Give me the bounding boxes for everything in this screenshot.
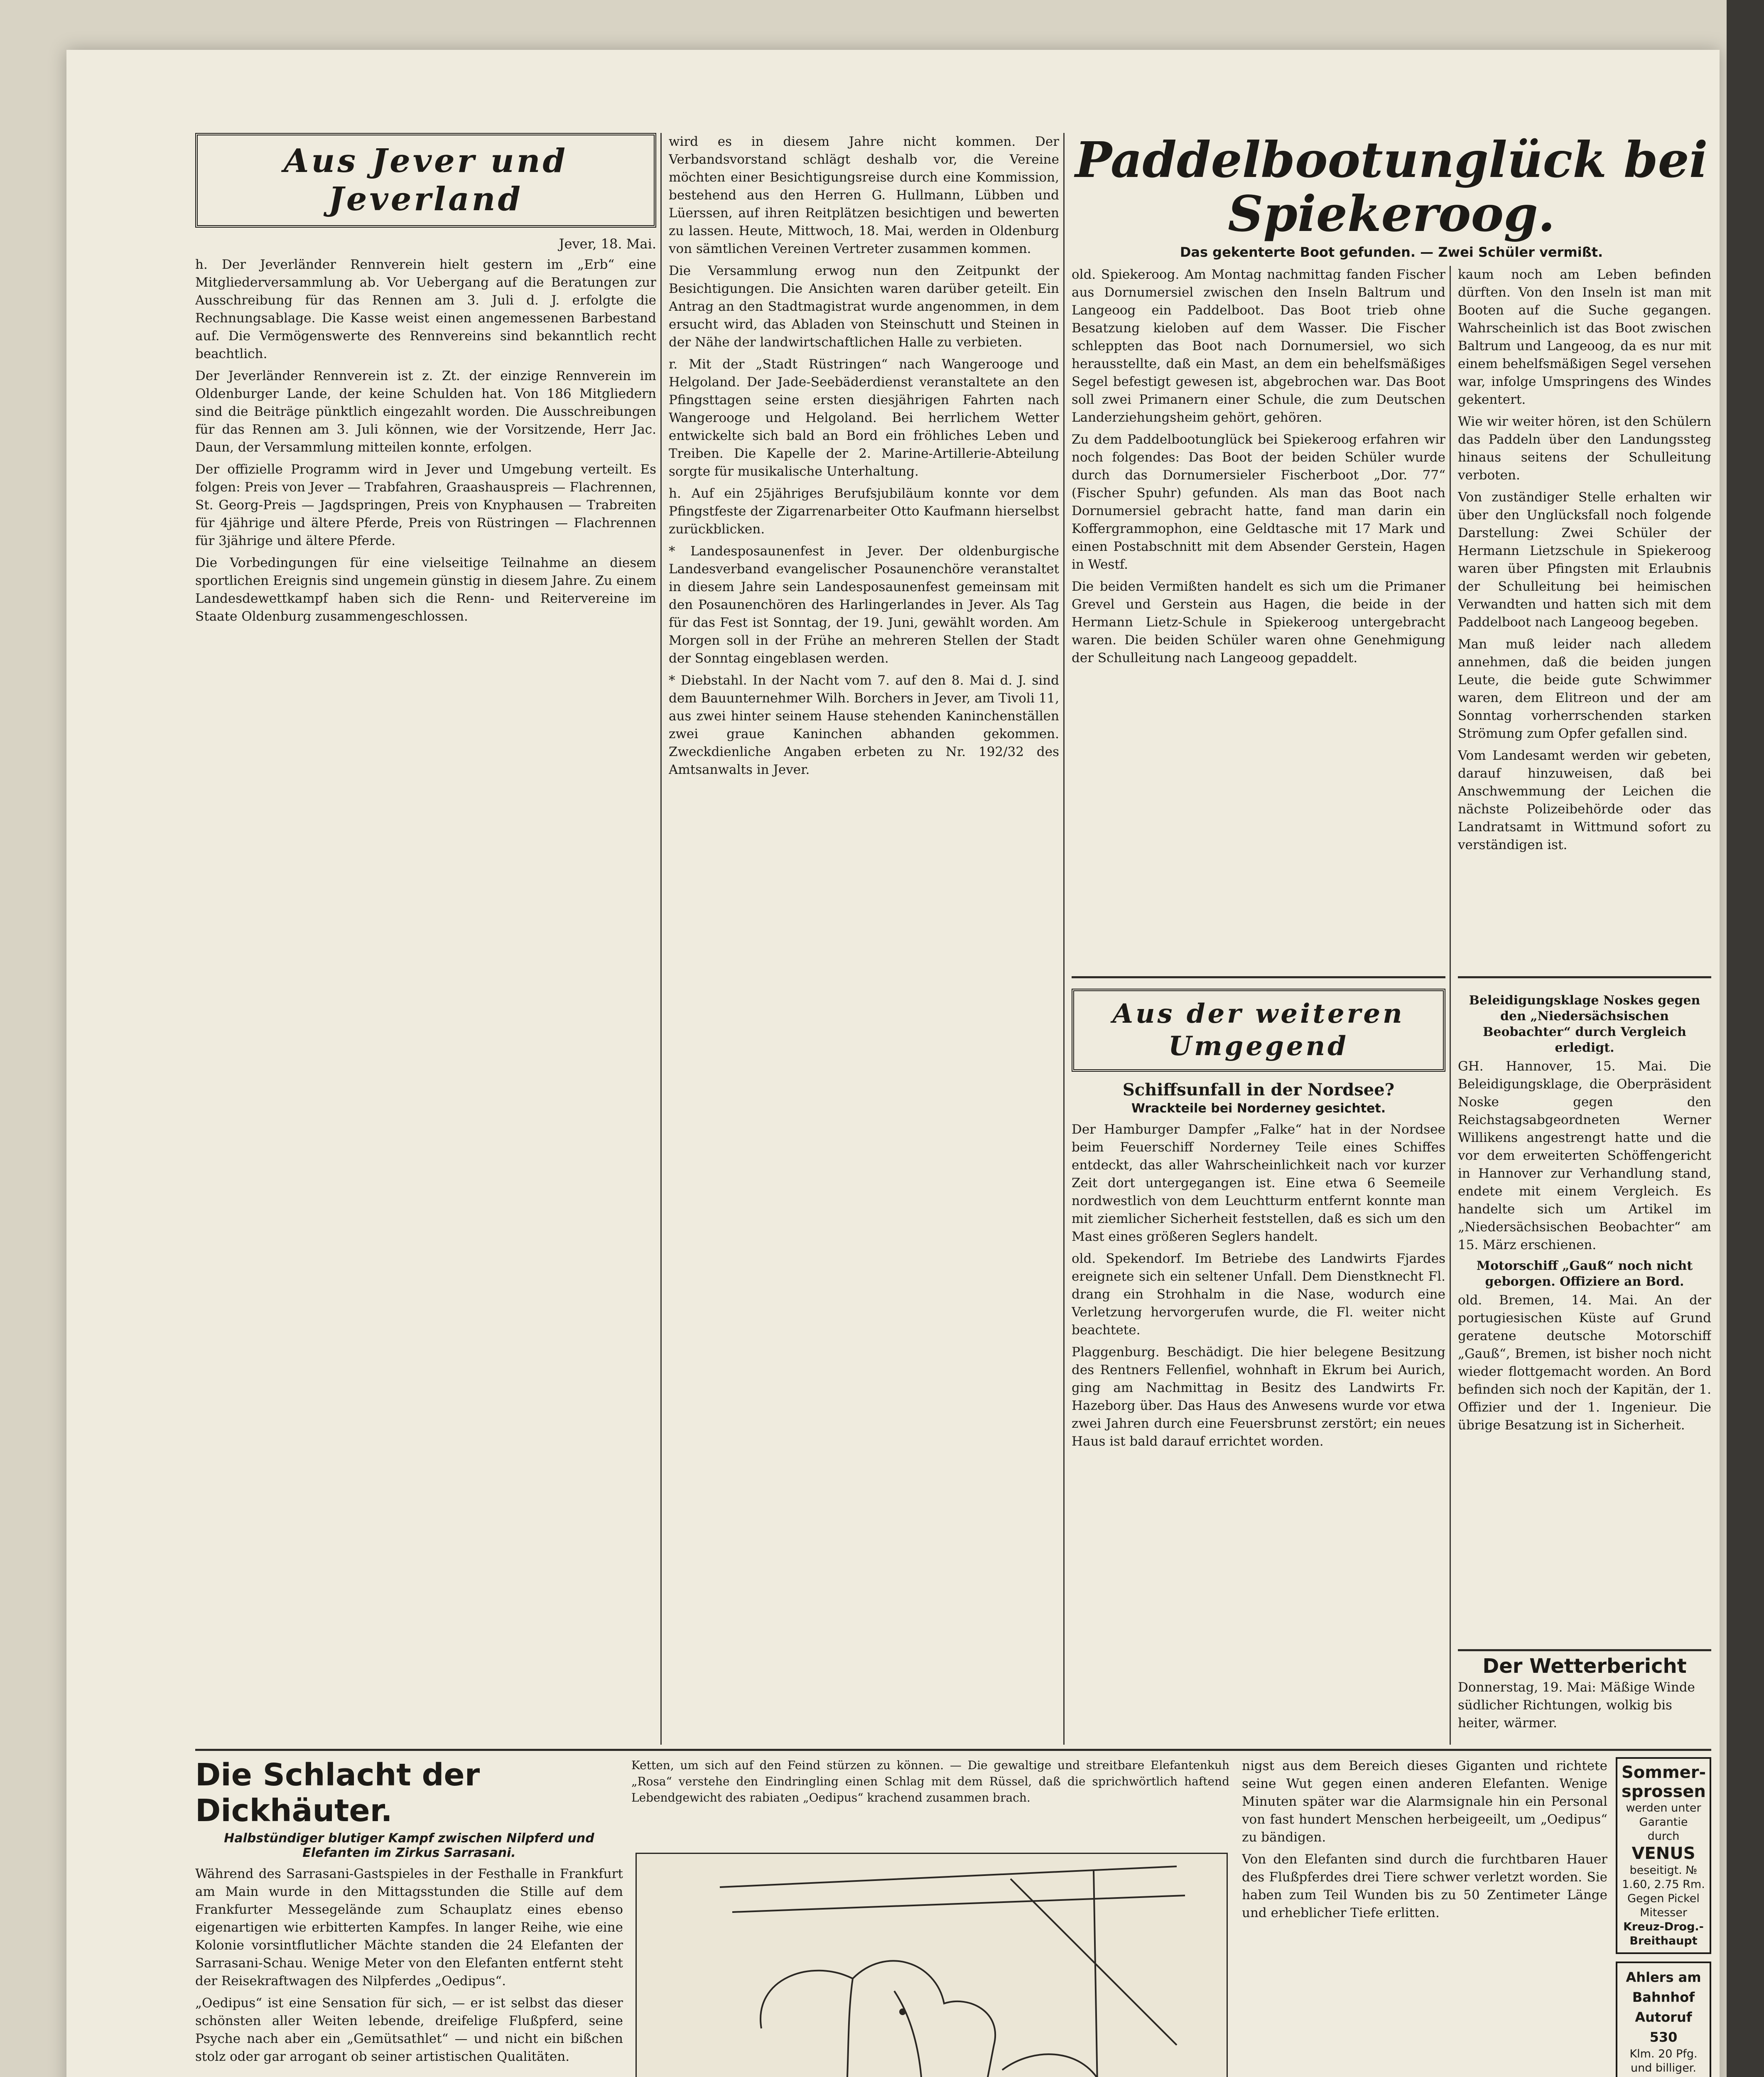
weather-box — [1458, 1657, 1711, 1745]
page-edge — [1727, 0, 1764, 2077]
spiekeroog-column-1 — [1072, 266, 1445, 972]
ad-sommersprossen — [1616, 1757, 1711, 1954]
elephant-illustration — [635, 1853, 1228, 2077]
jever2-sec-3: * Landesposaunenfest in Jever. Der oldenburgische Landesverband evangelischer Posaunenchöre veranstaltet in diesem Jahre sein Landesposaunenfest gemeinsam mit den Posaunenchören des Harlingerlandes in Jever. Als Tag für das Fest ist Sonntag, der 19. Juni, gewählt worden. Am Morgen soll in der Frühe an mehreren Stellen der Stadt der Sonntag eingeblasen werden. — [669, 544, 1059, 666]
weather-heading: Der Wetterbericht — [1482, 1657, 1687, 1678]
jever2-para-1: wird es in diesem Jahre nicht kommen. Der Verbandsvorstand schlägt deshalb vor, die Vereine möchten einer Besichtigungsreise durch eine Kommission, bestehend aus den Herren G. Hullmann, Lübben und Lüerssen, auf ihren Reitplätzen besichtigen und bewerten zu lassen. Heute, Mittwoch, 18. Mai, werden in Oldenburg von sämtlichen Vereinen Vertreter zusammen kommen. — [669, 134, 1059, 256]
section-rule — [1458, 1649, 1711, 1651]
elephant-column-3 — [1242, 1757, 1607, 2077]
elephant-para-4: nigst aus dem Bereich dieses Giganten und richtete seine Wut gegen einen anderen Elefanten. Wenige Minuten später war die Alarmsignale hin ein Personal von fast hundert Menschen herbeigeeilt, um „Oedipus“ zu bändigen. — [1242, 1758, 1607, 1845]
ad1-title: Sommer-sprossen — [1622, 1763, 1706, 1801]
spiekeroog-subtitle: Das gekenterte Boot gefunden. — Zwei Schüler vermißt. — [1180, 244, 1603, 260]
jever2-sec-2: h. Auf ein 25jähriges Berufsjubiläum konnte vor dem Pfingstfeste der Zigarrenarbeiter Otto Kaufmann hierselbst zurückblicken. — [669, 486, 1059, 537]
elephant-para-5: Von den Elefanten sind durch die furchtbaren Hauer des Flußpferdes drei Tiere schwer verletzt worden. Sie haben zum Teil Wunden bis zu 50 Zentimeter Länge und erheblicher Tiefe erlitten. — [1242, 1852, 1607, 1920]
noske-column — [1458, 989, 1711, 1645]
jever-para-3: Der offizielle Programm wird in Jever und Umgebung verteilt. Es folgen: Preis von Jever — Trabfahren, Graashauspreis — Flachrennen, St. Georg-Preis — Jagdspringen, Preis von Knyphausen — Trabreiten für 4jährige und ältere Pferde, Preis von Rüstringen — Flachrennen für 3jährige und ältere Pferde. — [195, 462, 656, 548]
ad1-line1: werden unter Garantie durch — [1626, 1802, 1701, 1843]
elephant-column-1 — [195, 1757, 623, 2077]
elephant-drawing-icon — [637, 1854, 1227, 2077]
ad1-shop: Kreuz-Drog.-Breithaupt — [1623, 1920, 1704, 1947]
column-rule — [1450, 266, 1451, 1745]
section-rule — [1458, 976, 1711, 978]
jever2-para-2: Die Versammlung erwog nun den Zeitpunkt der Besichtigungen. Die Ansichten waren darüber geteilt. Ein Antrag an den Stadtmagistrat wurde angenommen, in dem ersucht wird, das Abladen von Steinschutt und Steinen in der Nähe der landwirtschaftlichen Halle zu verbieten. — [669, 263, 1059, 350]
newspaper-page — [66, 50, 1720, 2077]
umgegend-heading: Aus der weiteren Umgegend — [1072, 989, 1445, 1072]
jever-dateline: Jever, 18. Mai. — [559, 236, 656, 252]
spiekeroog2-para-2: Wie wir weiter hören, ist den Schülern das Paddeln über den Landungssteg hinaus seitens der Schulleitung verboten. — [1458, 414, 1711, 483]
spiekeroog-para-3: Die beiden Vermißten handelt es sich um die Primaner Grevel und Gerstein aus Hagen, die beide in der Hermann Lietz-Schule in Spiekeroog untergebracht waren. Die beiden Schüler waren ohne Genehmigung der Schulleitung nach Langeoog gepaddelt. — [1072, 579, 1445, 665]
ad1-line2: beseitigt. № 1.60, 2.75 Rm. Gegen Pickel Mitesser — [1622, 1864, 1705, 1919]
spiekeroog-para-2: Zu dem Paddelbootunglück bei Spiekeroog erfahren wir noch folgendes: Das Boot der beiden Schüler wurde durch das Dornumersieler Fischerboot „Dor. 77“ (Fischer Spuhr) gefunden. Als man das Boot nach Dornumersiel gebracht hatte, fand man darin ein Koffergrammophon, eine Geldtasche mit 17 Mark und einen Postabschnitt mit dem Absender Gerstein, Hagen in Westf. — [1072, 432, 1445, 572]
ads-column — [1616, 1757, 1711, 2077]
umgegend-subhead-2: Wrackteile bei Norderney gesichtet. — [1131, 1101, 1386, 1116]
weather-text: Donnerstag, 19. Mai: Mäßige Winde südlicher Richtungen, wolkig bis heiter, wärmer. — [1458, 1680, 1695, 1731]
elephant-para-2: „Oedipus“ ist eine Sensation für sich, — er ist selbst das dieser schönsten aller Weiten lebende, dreifelige Flußpferd, seine Psyche nach aber ein „Gemütsathlet“ — und nicht ein bißchen stolz oder gar arrogant ob seiner artistischen Qualitäten. — [195, 1996, 623, 2064]
jever-column-2 — [669, 133, 1059, 1745]
elephant-para-1: Während des Sarrasani-Gastspieles in der Festhalle in Frankfurt am Main wurde in den Mittagsstunden die Stille auf dem Frankfurter Messegelände zum Schauplatz eines ebenso eigenartigen wie erbitterten Kampfes. In langer Reihe, wie eine Kolonie vorsintflutlicher Mächte standen die 24 Elefanten der Sarrasani-Schau. Wenige Meter von den Elefanten entfernt steht der Reisekraftwagen des Nilpferdes „Oedipus“. — [195, 1866, 623, 1989]
spiekeroog-para-1: old. Spiekeroog. Am Montag nachmittag fanden Fischer aus Dornumersiel zwischen den Inseln Baltrum und Langeoog ein Paddelboot. Das Boot trieb ohne Besatzung kieloben auf dem Wasser. Die Fischer schleppten das Boot nach Dornumersiel, wo sich herausstellte, daß ein Mast, an dem ein behelfsmäßiges Segel befestigt gewesen ist, abgebrochen war. Das Boot soll zwei Primanern einer Schule, die zum Deutschen Landerziehungsheim gehört, gehören. — [1072, 267, 1445, 425]
page-divider — [195, 1749, 1711, 1751]
spiekeroog-column-2 — [1458, 266, 1711, 972]
spiekeroog-header — [1072, 133, 1711, 270]
jever2-sec-1: r. Mit der „Stadt Rüstringen“ nach Wangerooge und Helgoland. Der Jade-Seebäderdienst veranstaltete an den Pfingsttagen seine ersten diesjährigen Fahrten nach Wangerooge und Helgoland. Bei herrlichem Wetter entwickelte sich bald an Bord ein fröhliches Leben und Treiben. Die Kapelle der 2. Marine-Artillerie-Abteilung sorgte für musikalische Unterhaltung. — [669, 357, 1059, 479]
elephant-subhead: Halbstündiger blutiger Kampf zwischen Nilpferd und Elefanten im Zirkus Sarrasani. — [224, 1831, 594, 1860]
column-rule — [1063, 133, 1065, 1745]
gauss-para: old. Bremen, 14. Mai. An der portugiesischen Küste auf Grund geratene deutsche Motorschiff „Gauß“, Bremen, ist bisher noch nicht wieder flottgemacht worden. An Bord befinden sich noch der Kapitän, der 1. Offizier und der 1. Ingenieur. Die übrige Besatzung ist in Sicherheit. — [1458, 1293, 1711, 1433]
elephant-heading: Die Schlacht der Dickhäuter. — [195, 1757, 480, 1829]
spiekeroog2-para-5: Vom Landesamt werden wir gebeten, darauf hinzuweisen, daß bei Anschwemmung der Leichen die nächste Polizeibehörde oder das Landratsamt in Wittmund sofort zu verständigen ist. — [1458, 748, 1711, 852]
jever-column — [195, 133, 656, 1745]
section-rule — [1072, 976, 1445, 978]
elephant-para-3: Ketten, um sich auf den Feind stürzen zu können. — Die gewaltige und streitbare Elefantenkuh „Rosa“ verstehe den Eindringling einen Schlag mit dem Rüssel, daß die sprichwörtlich haftend Lebendgewicht des rabiaten „Oedipus“ krachend zusammen brach. — [631, 1758, 1229, 1804]
ad2-name: Ahlers am Bahnhof — [1626, 1969, 1701, 2005]
ad2-call: Autoruf 530 — [1635, 2009, 1692, 2045]
jever-heading: Aus Jever und Jeverland — [195, 133, 656, 228]
jever-para-1: h. Der Jeverländer Rennverein hielt gestern im „Erb“ eine Mitgliederversammlung ab. Vor Uebergang auf die Beratungen zur Ausschreibung für das Rennen am 3. Juli d. J. erfolgte die Rechnungsablage. Die Kasse weist einen angemessenen Barbestand auf. Die Vermögenswerte des Rennvereins sind bekanntlich recht beachtlich. — [195, 257, 656, 361]
umgegend-sec-1: old. Spekendorf. Im Betriebe des Landwirts Fjardes ereignete sich ein seltener Unfall. Dem Dienstknecht Fl. drang ein Strohhalm in die Nase, wodurch eine Verletzung hervorgerufen wurde, die Fl. weiter nicht beachtete. — [1072, 1251, 1445, 1338]
elephant-top-text-1 — [631, 1757, 1229, 1849]
jever-para-4: Die Vorbedingungen für eine vielseitige Teilnahme an diesem sportlichen Ereignis sind ungemein günstig in diesem Jahre. Zu einem Landesdewettkampf haben sich die Renn- und Reitervereine im Staate Oldenburg zusammengeschlossen. — [195, 555, 656, 624]
ad1-brand: VENUS — [1632, 1844, 1695, 1863]
ad2-price: Klm. 20 Pfg. und billiger. — [1629, 2048, 1698, 2075]
spiekeroog2-para-1: kaum noch am Leben befinden dürften. Von den Inseln ist man mit Booten auf die Suche gegangen. Wahrscheinlich ist das Boot zwischen Baltrum und Langeoog, da es nur mit einem behelfsmäßigen Segel versehen war, infolge Umspringens des Windes gekentert. — [1458, 267, 1711, 407]
weather-report — [1458, 1657, 1711, 1732]
column-rule — [660, 133, 662, 1745]
jever-para-2: Der Jeverländer Rennverein ist z. Zt. der einzige Rennverein im Oldenburger Lande, der keine Schulden hat. Von 186 Mitgliedern sind die Beiträge pünktlich eingezahlt worden. Die Ausschreibungen für das Rennen am 3. Juli können, wie der Vorsitzende, Herr Jac. Daun, der Versammlung mitteilen konnte, erfolgen. — [195, 368, 656, 455]
umgegend-column — [1072, 989, 1445, 1745]
noske-para-1: GH. Hannover, 15. Mai. Die Beleidigungsklage, die Oberpräsident Noske gegen den Reichstagsabgeordneten Werner Willikens angestrengt hatte und die vor dem erweiterten Schöffengericht in Hannover zur Verhandlung stand, endete mit einem Vergleich. Es handelte sich um Artikel im „Niedersächsischen Beobachter“ am 15. März erschienen. — [1458, 1059, 1711, 1252]
spiekeroog-headline: Paddelbootunglück bei Spiekeroog. — [1075, 133, 1708, 243]
jever2-sec-4: * Diebstahl. In der Nacht vom 7. auf den 8. Mai d. J. sind dem Bauunternehmer Wilh. Borchers in Jever, am Tivoli 11, aus zwei hinter seinem Hause stehenden Kaninchenställen zwei graue Kaninchen abhanden gekommen. Zweckdienliche Angaben erbeten zu Nr. 192/32 des Amtsanwalts in Jever. — [669, 673, 1059, 777]
spiekeroog2-para-4: Man muß leider nach alledem annehmen, daß die beiden jungen Leute, die beide gute Schwimmer waren, dem Elitreon und der am Sonntag vorherrschenden starken Strömung zum Opfer gefallen sind. — [1458, 637, 1711, 741]
umgegend-subhead: Schiffsunfall in der Nordsee? — [1122, 1080, 1395, 1100]
ad-ahlers — [1616, 1962, 1711, 2077]
umgegend-para-1: Der Hamburger Dampfer „Falke“ hat in der Nordsee beim Feuerschiff Norderney Teile eines Schiffes entdeckt, das aller Wahrscheinlichkeit nach vor kurzer Zeit dort untergegangen ist. Eine etwa 6 Seemeile nordwestlich von dem Leuchtturm entfernt konnte man mit ziemlicher Sicherheit feststellen, daß es sich um den Mast eines größeren Seglers handelt. — [1072, 1122, 1445, 1244]
spiekeroog2-para-3: Von zuständiger Stelle erhalten wir über den Unglücksfall noch folgende Darstellung: Zwei Schüler der Hermann Lietzschule in Spiekeroog waren über Pfingsten mit Erlaubnis der Schulleitung bei heimischen Verwandten und hatten sich mit dem Paddelboot nach Langeoog begeben. — [1458, 490, 1711, 630]
umgegend-sec-2: Plaggenburg. Beschädigt. Die hier belegene Besitzung des Rentners Fellenfiel, wohnhaft in Ekrum bei Aurich, ging am Nachmittag in Besitz des Landwirts Fr. Hazeborg über. Das Haus des Anwesens wurde vor etwa zwei Jahren durch eine Feuersbrunst zerstört; ein neues Haus ist bald darauf errichtet worden. — [1072, 1345, 1445, 1449]
gauss-heading: Motorschiff „Gauß“ noch nicht geborgen. Offiziere an Bord. — [1476, 1259, 1693, 1289]
noske-heading: Beleidigungsklage Noskes gegen den „Niedersächsischen Beobachter“ durch Vergleich erledigt. — [1469, 993, 1700, 1055]
